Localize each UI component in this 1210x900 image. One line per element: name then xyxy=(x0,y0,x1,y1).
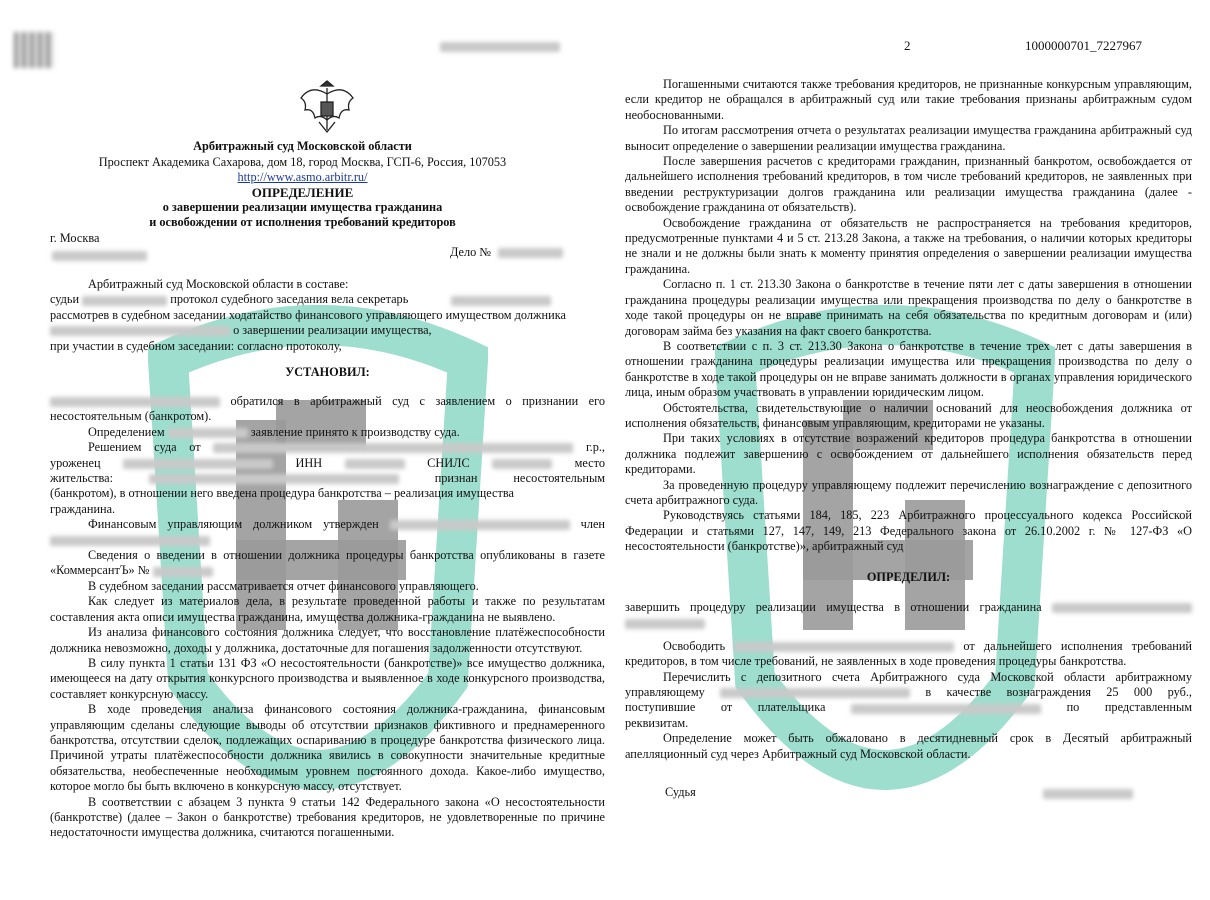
left-p4: о завершении реализации имущества, xyxy=(50,323,605,338)
judge-label: Судья xyxy=(665,785,696,799)
left-p5: при участии в судебном заседании: согласно протоколу, xyxy=(50,338,342,353)
right-p14: Определение может быть обжаловано в десятидневный срок в Десятый арбитражный апелляционный суд через Арбитражный суд Московской области. xyxy=(625,731,1192,761)
right-p13-line4: реквизитам. xyxy=(625,715,689,730)
ruled-heading: ОПРЕДЕЛИЛ: xyxy=(866,570,951,584)
right-p7: Обстоятельства, свидетельствующие о наличии оснований для неосвобождения должника от исполнения обязательств, финансовым управляющим, кредиторами не указаны. xyxy=(625,400,1192,430)
left-p3: рассмотрев в судебном заседании ходатайство финансового управляющего имуществом должника xyxy=(50,307,566,322)
case-label: Дело № xyxy=(450,245,492,259)
left-p7: Определением заявление принято к производству суда. xyxy=(88,424,460,439)
qr-code xyxy=(14,32,54,68)
court-url-wrap xyxy=(0,170,605,185)
left-p10: Сведения о введении в отношении должника процедуры банкротства опубликованы в газете «КоммерсантЪ» № xyxy=(50,548,605,578)
right-p5: Согласно п. 1 ст. 213.30 Закона о банкротстве в течение пяти лет с даты завершения в отношении гражданина процедуры реализации имущества или прекращения производства по делу о банкротстве в ходе такой процедуры он не вправе принимать на себя обязательства по кредитным договорам и (или) договорам займа без указания на факт своего банкротства. xyxy=(625,277,1192,338)
left-p9-line2 xyxy=(50,533,605,548)
right-p2: По итогам рассмотрения отчета о результатах реализации имущества гражданина арбитражный суд выносит определение о завершении реализации имущества гражданина. xyxy=(625,123,1192,153)
redacted-date xyxy=(52,251,147,261)
established-heading: УСТАНОВИЛ: xyxy=(285,365,370,379)
right-p12-line2: кредиторов, в том числе требований, не заявленных в ходе проведения процедуры банкротства. xyxy=(625,654,1127,669)
right-p11-line2 xyxy=(625,615,1192,630)
court-url-link[interactable]: http://www.asmo.arbitr.ru/ xyxy=(237,170,368,184)
left-intro-block xyxy=(50,277,605,354)
left-p8-line4: (банкротом), в отношении него введена процедура банкротства – реализация имущества xyxy=(50,486,514,501)
left-p15: В ходе проведения анализа финансового состояния должника-гражданина, финансовым управляющим сделаны следующие выводы об отсутствии признаков фиктивного и преднамеренного банкротства, отсутствии сделок, подлежащих оспариванию в процедуре банкротства физического лица. Причиной утраты платёжеспособности должника явились в совокупности значительные кредитные обязательства, необеспеченные необходимым уровнем постоянного дохода. Какое-либо имущество, которое могло бы быть включено в конкурсную массу, отсутствует. xyxy=(50,702,605,794)
coat-of-arms-icon xyxy=(297,80,357,136)
case-number xyxy=(450,245,563,260)
court-name: Арбитражный суд Московской области xyxy=(193,139,412,153)
doc-subject-1: о завершении реализации имущества гражданина xyxy=(162,200,443,214)
left-p8-line5: гражданина. xyxy=(50,501,116,516)
left-p8-line2: уроженец ИНН СНИЛС место xyxy=(50,455,606,470)
left-p9: Финансовым управляющим должником утвержден член xyxy=(88,517,606,532)
right-p4: Освобождение гражданина от обязательств не распространяется на требования кредиторов, предусмотренные пунктами 4 и 5 ст. 213.28 Закона, а также на требования, о наличии которых кредиторы не знали и не должны были знать к моменту принятия определения о завершении реализации имущества гражданина. xyxy=(625,215,1192,276)
left-p8: Решением суда от г.р., xyxy=(88,440,605,455)
left-p13: Из анализа финансового состояния должника следует, что восстановление платёжеспособности должника невозможно, доходы у должника, достаточные для погашения задолженности отсутствуют. xyxy=(50,625,605,655)
doc-type-title: ОПРЕДЕЛЕНИЕ xyxy=(251,185,354,200)
left-p11: В судебном заседании рассматривается отчет финансового управляющего. xyxy=(88,578,479,593)
right-p13-line3: поступившие от плательщика по представленным xyxy=(625,700,1193,715)
court-address: Проспект Академика Сахарова, дом 18, город Москва, ГСП-6, Россия, 107053 xyxy=(98,155,507,169)
right-page xyxy=(605,0,1210,900)
left-p8-line3: жительства: признан несостоятельным xyxy=(50,471,606,486)
right-p11: завершить процедуру реализации имущества в отношении гражданина xyxy=(625,600,1192,615)
right-p10: Руководствуясь статьями 184, 185, 223 Арбитражного процессуального кодекса Российской Федерации и статьями 127, 147, 149, 213 Федерального закона от 26.10.2002 г. № 127-ФЗ «О несостоятельности (банкротстве)», арбитражный суд xyxy=(625,508,1192,554)
right-p8: При таких условиях в отсутствие возражений кредиторов процедура банкротства в отношении должника подлежит завершению с освобождением от дальнейшего исполнения обязательств перед кредиторами. xyxy=(625,431,1192,477)
right-p1: Погашенными считаются также требования кредиторов, не признанные конкурсным управляющим, если кредитор не обращался в арбитражный суд или такие требования признаны арбитражным судом необоснованными. xyxy=(625,77,1192,122)
left-p6b: несостоятельным (банкротом). xyxy=(50,409,212,424)
right-p12: Освободить от дальнейшего исполнения требований xyxy=(663,638,1193,653)
right-p9: За проведенную процедуру управляющему подлежит перечислению вознаграждение с депозитного счета арбитражного суда. xyxy=(625,477,1192,507)
redacted-judge-name xyxy=(1043,789,1133,799)
right-p13: Перечислить с депозитного счета Арбитражного суда Московской области арбитражному xyxy=(663,669,1192,684)
left-p2: судьи протокол судебного заседания вела секретарь xyxy=(50,292,605,307)
page-number: 2 xyxy=(904,38,911,53)
redacted-header-number xyxy=(440,42,560,52)
redacted-case-number xyxy=(498,248,563,258)
right-ruling-block xyxy=(625,600,1192,762)
left-p1: Арбитражный суд Московской области в составе: xyxy=(88,277,349,291)
left-body-block xyxy=(50,394,605,841)
document-id: 1000000701_7227967 xyxy=(1025,38,1142,53)
right-p3: После завершения расчетов с кредиторами гражданин, признанный банкротом, освобождается от дальнейшего исполнения требований кредиторов, в том числе требований кредиторов, не заявленных при введении реструктуризации долгов гражданина или реализации имущества гражданина (далее - освобождение гражданина от обязательств). xyxy=(625,154,1192,215)
left-p6: обратился в арбитражный суд с заявлением о признании его xyxy=(50,394,605,409)
right-p6: В соответствии с п. 3 ст. 213.30 Закона о банкротстве в течение трех лет с даты завершения в отношении гражданина процедуры реализации имущества или прекращения производства по делу о банкротстве в ходе такой процедуры он не вправе занимать должности в органах управления юридического лица, иным образом участвовать в управлении юридическим лицом. xyxy=(625,338,1192,400)
left-p16: В соответствии с абзацем 3 пункта 9 статьи 142 Федерального закона «О несостоятельности (банкротстве) (далее – Закон о банкротстве) требования кредиторов, не удовлетворенные по причине недостаточности имущества должника, считаются погашенными. xyxy=(50,794,605,840)
left-p12: Как следует из материалов дела, в результате проведенной работы и также по результатам составления акта описи имущества гражданина, имущества должника-гражданина не выявлено. xyxy=(50,594,605,624)
city: г. Москва xyxy=(50,231,100,245)
left-p14: В силу пункта 1 статьи 131 ФЗ «О несостоятельности (банкротстве)» все имущество должника, имеющееся на дату открытия конкурсного производства и выявленное в ходе конкурсного производства, составляет конкурсную массу. xyxy=(50,655,605,701)
right-p13-line2: управляющему в качестве вознаграждения 25 000 руб., xyxy=(625,685,1192,700)
doc-subject-2: и освобождении от исполнения требований кредиторов xyxy=(149,215,456,229)
right-body-block xyxy=(625,77,1192,555)
